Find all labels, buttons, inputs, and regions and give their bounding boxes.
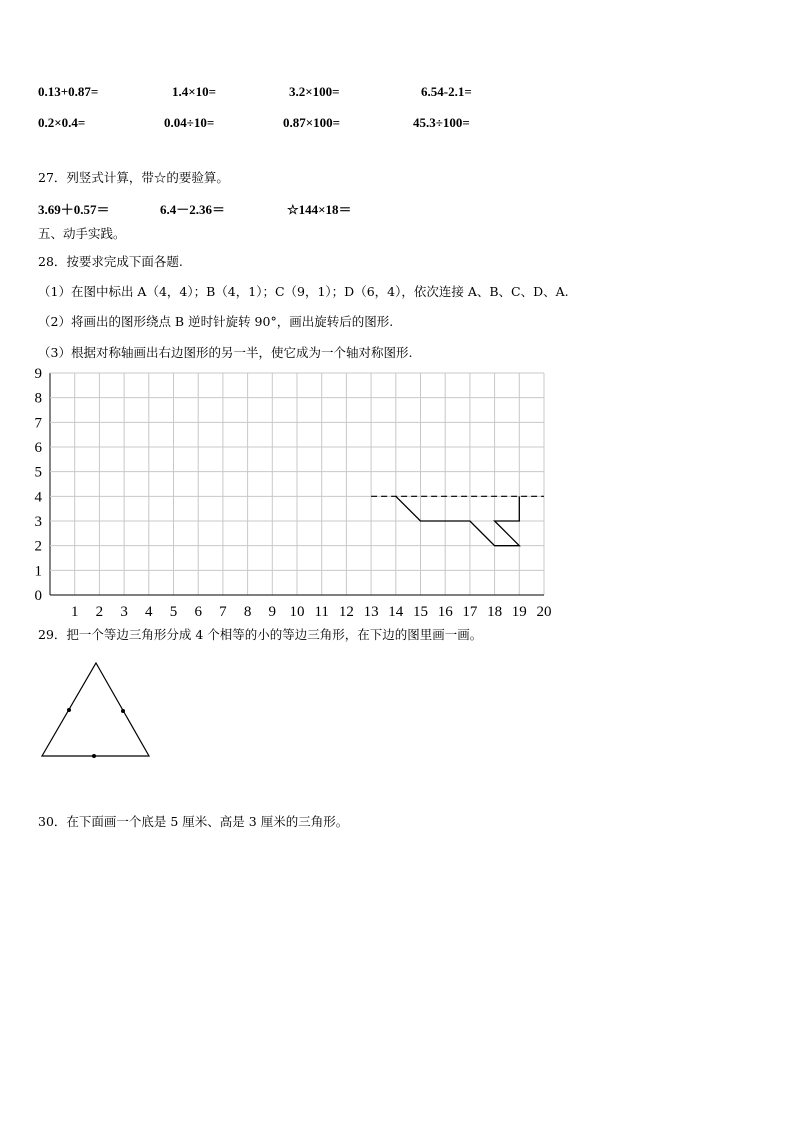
question-text: 把一个等边三角形分成 4 个相等的小的等边三角形，在下边的图里画一画。 [66,627,483,642]
x-tick-label: 11 [314,604,329,620]
x-tick-label: 15 [413,604,428,620]
question-27 [38,168,229,186]
q28-part-3: （3）根据对称轴画出右边图形的另一半，使它成为一个轴对称图形. [38,345,413,360]
x-tick-label: 6 [194,604,202,620]
y-tick-label: 6 [34,440,42,456]
y-tick-label: 3 [34,514,42,530]
x-tick-label: 19 [511,604,527,620]
calc-item: 1.4×10= [172,84,217,99]
x-tick-label: 8 [243,604,252,620]
q27-item: 3.69＋0.57＝ [38,202,110,217]
triangle-outline [42,663,149,756]
question-text: 按要求完成下面各题. [66,254,183,269]
x-tick-label: 7 [219,604,227,620]
question-number: 30． [38,814,67,829]
x-tick-label: 9 [268,604,277,620]
y-tick-label: 8 [34,390,42,407]
calc-item: 0.87×100= [283,115,341,130]
x-tick-label: 12 [338,604,354,620]
x-tick-label: 16 [437,604,453,620]
y-tick-label: 1 [34,563,42,580]
calc-item: 0.2×0.4= [38,115,86,130]
calc-item: 0.13+0.87= [38,84,99,99]
x-tick-label: 13 [363,604,379,620]
calc-item: 45.3÷100= [413,115,470,130]
x-tick-label: 18 [487,604,503,620]
x-tick-label: 5 [169,604,178,620]
question-number: 29． [38,627,67,642]
question-29 [38,625,482,643]
y-tick-label: 5 [34,464,42,481]
coordinate-grid [0,360,794,622]
x-tick-label: 1 [70,604,79,620]
calc-item: 6.54-2.1= [421,84,472,99]
y-tick-label: 2 [34,538,42,555]
calc-item: 0.04÷10= [164,115,215,130]
equilateral-triangle-figure [30,655,160,765]
y-tick-label: 7 [34,415,42,432]
question-text: 列竖式计算，带☆的要验算。 [66,170,229,185]
midpoint-bottom [92,754,96,758]
x-tick-label: 17 [462,604,478,620]
x-tick-label: 2 [95,604,104,620]
x-tick-label: 20 [536,604,552,620]
q27-item: 6.4－2.36＝ [160,202,226,217]
x-tick-label: 4 [145,604,153,620]
y-tick-label: 9 [34,366,42,382]
x-tick-label: 10 [289,604,305,620]
question-text: 在下面画一个底是 5 厘米、高是 3 厘米的三角形。 [66,814,349,829]
calc-item: 3.2×100= [289,84,340,99]
y-tick-label: 0 [34,588,42,604]
x-tick-label: 14 [388,604,404,620]
section-title: 五、动手实践。 [38,226,126,241]
question-number: 27． [38,170,67,185]
q27-item: ☆144×18＝ [287,202,352,217]
question-28 [38,252,183,270]
question-number: 28． [38,254,67,269]
y-tick-label: 4 [34,489,42,506]
q28-part-2: （2）将画出的图形绕点 B 逆时针旋转 90°，画出旋转后的图形. [38,314,394,329]
q28-part-1: （1）在图中标出 A（4，4）；B（4，1）；C（9，1）；D（6，4），依次连接 A、B、C、D、A. [38,284,569,299]
midpoint-left [67,708,71,712]
midpoint-right [121,709,125,713]
question-30 [38,812,348,830]
x-tick-label: 3 [120,604,128,620]
